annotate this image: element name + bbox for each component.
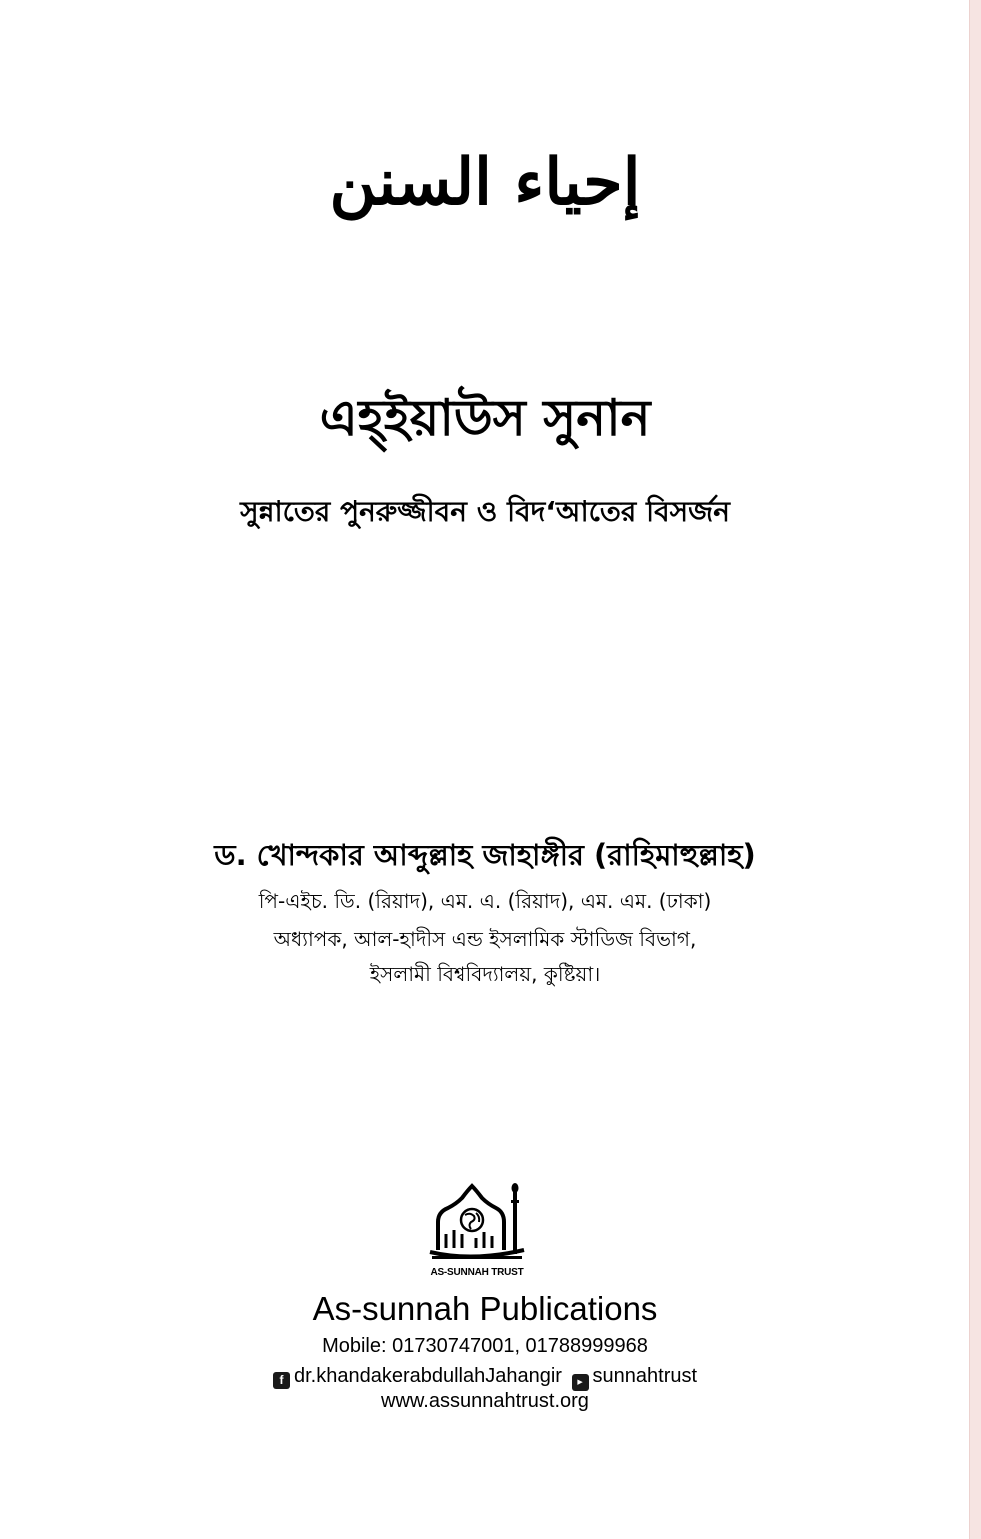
author-position: অধ্যাপক, আল-হাদীস এন্ড ইসলামিক স্টাডিজ বিভাগ,	[273, 927, 697, 951]
website-link[interactable]: www.assunnahtrust.org	[381, 1390, 589, 1412]
bengali-title: এহ্ইয়াউস সুনান	[319, 389, 651, 447]
social-links	[0, 1364, 970, 1391]
author-name: ড. খোন্দকার আব্দুল্লাহ জাহাঙ্গীর (রাহিমাহুল্লাহ)	[214, 838, 756, 872]
arabic-title: إحياء السنن	[329, 145, 641, 220]
page-edge-strip	[969, 0, 981, 1539]
author-degrees: পি-এইচ. ডি. (রিয়াদ), এম. এ. (রিয়াদ), এম. এম. (ঢাকা)	[258, 889, 712, 913]
facebook-icon: f	[273, 1372, 290, 1389]
youtube-handle[interactable]: sunnahtrust	[592, 1365, 698, 1387]
logo-label: AS-SUNNAH TRUST	[430, 1267, 524, 1278]
youtube-icon: ▶	[572, 1374, 589, 1391]
facebook-handle[interactable]: dr.khandakerabdullahJahangir	[293, 1365, 562, 1387]
as-sunnah-trust-logo	[424, 1178, 530, 1280]
publisher-name: As-sunnah Publications	[312, 1290, 658, 1327]
publisher-mobile: Mobile: 01730747001, 01788999968	[322, 1335, 648, 1357]
bengali-subtitle: সুন্নাতের পুনরুজ্জীবন ও বিদ‘আতের বিসর্জন	[240, 495, 730, 528]
author-university: ইসলামী বিশ্ববিদ্যালয়, কুষ্টিয়া।	[369, 962, 601, 986]
mosque-globe-icon	[424, 1178, 530, 1268]
